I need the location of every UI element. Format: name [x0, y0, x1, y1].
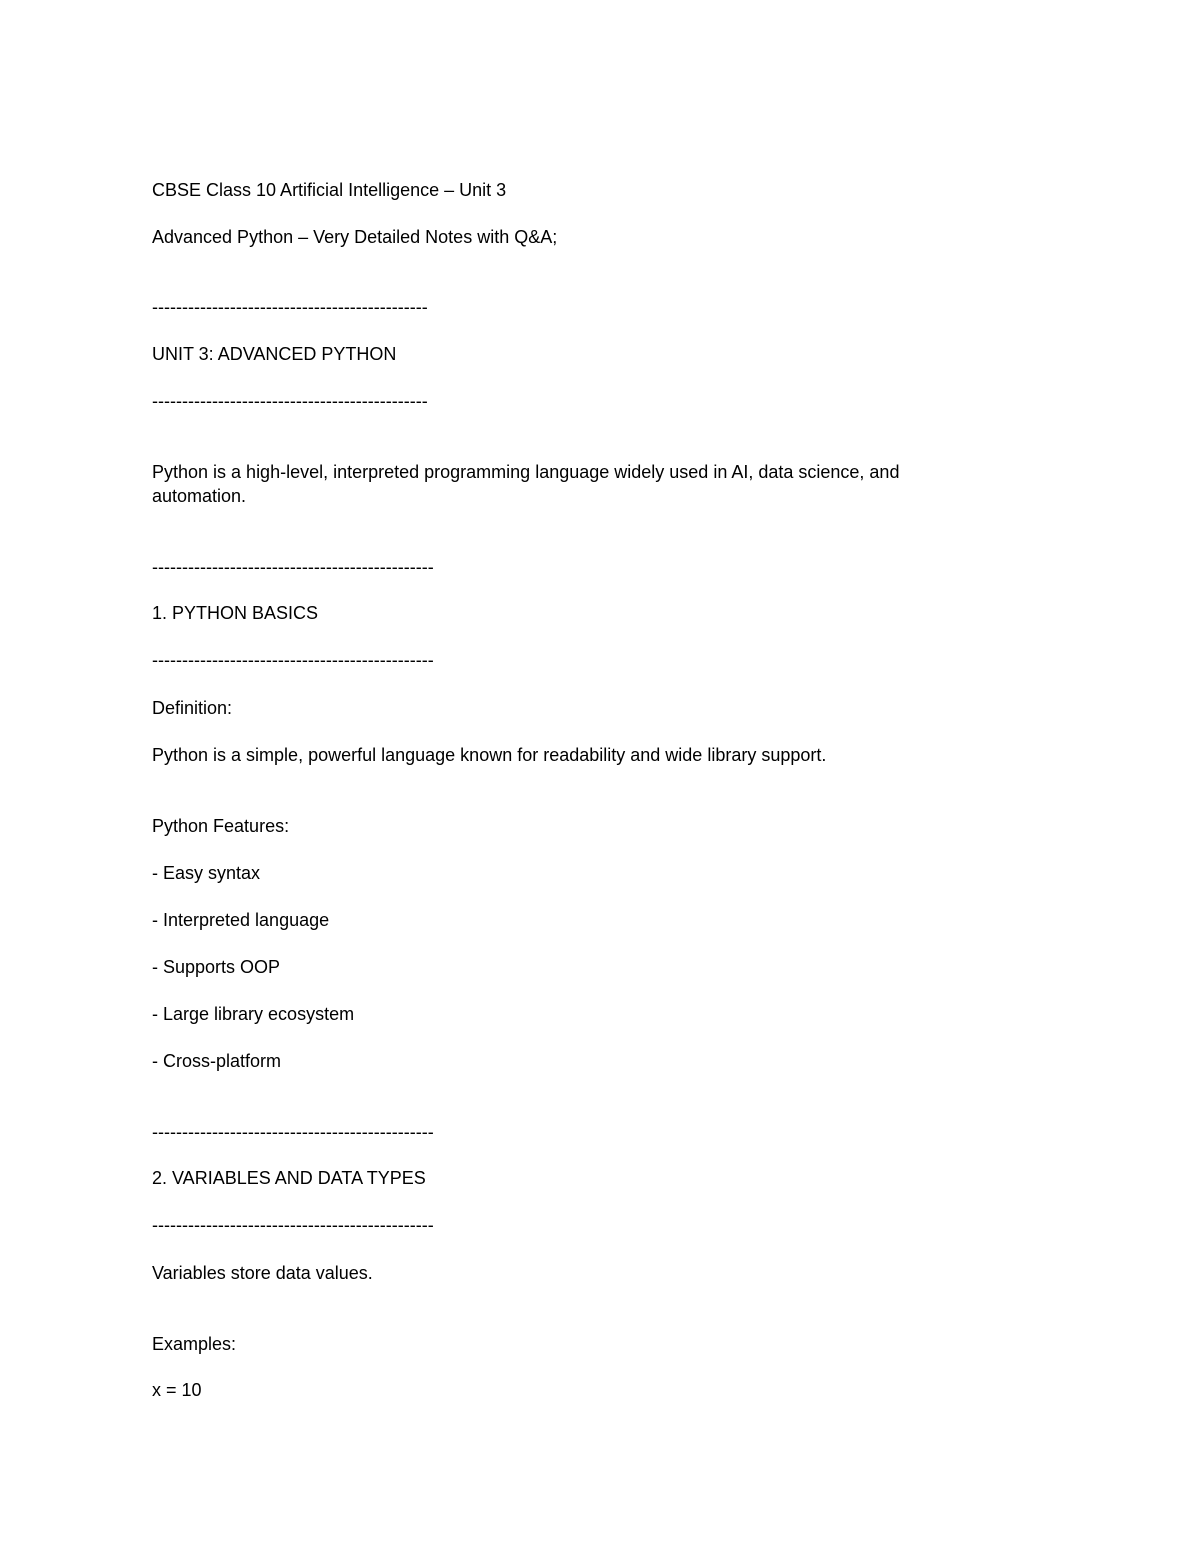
section-1-heading: 1. PYTHON BASICS	[152, 603, 319, 623]
section-2-heading: 2. VARIABLES AND DATA TYPES	[152, 1168, 426, 1188]
code-example: x = 10	[152, 1380, 202, 1400]
list-item: - Interpreted language	[152, 910, 330, 930]
definition-label: Definition:	[152, 698, 233, 718]
divider: -----------------------------------------------	[152, 1122, 434, 1142]
list-item: - Cross-platform	[152, 1051, 282, 1071]
document-title: CBSE Class 10 Artificial Intelligence – Unit 3	[152, 180, 507, 200]
unit-heading: UNIT 3: ADVANCED PYTHON	[152, 344, 397, 364]
document-subtitle: Advanced Python – Very Detailed Notes with Q&A;	[152, 227, 558, 247]
divider: -----------------------------------------------	[152, 1215, 434, 1235]
divider: -----------------------------------------------	[152, 557, 434, 577]
divider: -----------------------------------------------	[152, 650, 434, 670]
list-item: - Easy syntax	[152, 863, 261, 883]
divider: ----------------------------------------------	[152, 391, 428, 411]
intro-paragraph: Python is a high-level, interpreted programming language widely used in AI, data science, and automation.	[152, 462, 900, 506]
variables-text: Variables store data values.	[152, 1263, 373, 1283]
list-item: - Supports OOP	[152, 957, 281, 977]
list-item: - Large library ecosystem	[152, 1004, 355, 1024]
features-label: Python Features:	[152, 816, 290, 836]
examples-label: Examples:	[152, 1334, 237, 1354]
divider: ----------------------------------------------	[152, 297, 428, 317]
definition-text: Python is a simple, powerful language known for readability and wide library support.	[152, 745, 827, 765]
